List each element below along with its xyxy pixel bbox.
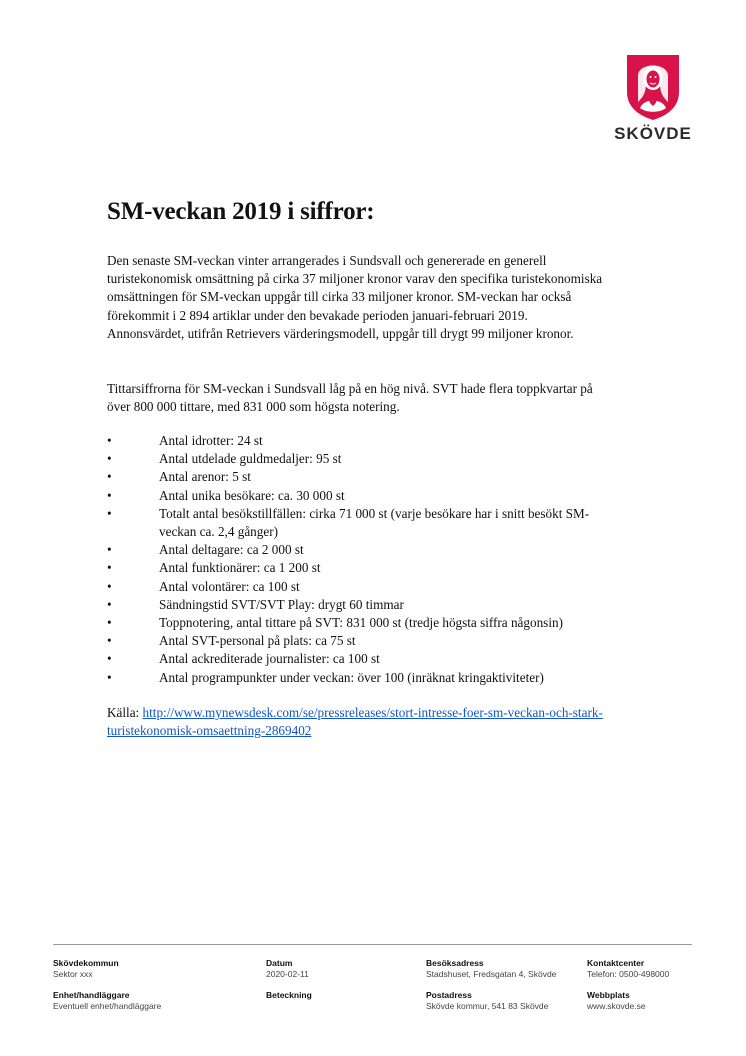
list-item-text: Antal programpunkter under veckan: över 100 (inräknat kringaktiviteter)	[159, 669, 544, 685]
list-item-text: Totalt antal besökstillfällen: cirka 71 000 st (varje besökare har i snitt besökt SM-veckan ca. 2,4 gånger)	[159, 505, 590, 540]
footer-value: Stadshuset, Fredsgatan 4, Skövde	[426, 968, 557, 979]
footer-heading: Besöksadress	[426, 958, 484, 968]
bullet-marker: •	[107, 669, 112, 685]
logo-text: SKÖVDE	[614, 124, 692, 143]
bullet-marker: •	[107, 487, 112, 503]
list-item	[107, 432, 607, 450]
page-title: SM-veckan 2019 i siffror:	[107, 198, 375, 225]
bullet-marker: •	[107, 578, 112, 594]
shield-icon	[624, 52, 682, 122]
list-item-text: Toppnotering, antal tittare på SVT: 831 000 st (tredje högsta siffra någonsin)	[159, 615, 563, 631]
source-label: Källa:	[107, 705, 143, 720]
footer-designation	[266, 990, 312, 1001]
footer-contact	[587, 958, 669, 979]
footer-unit	[53, 990, 161, 1011]
footer-value: 2020-02-11	[266, 968, 309, 979]
footer-date	[266, 958, 309, 979]
list-item-text: Antal utdelade guldmedaljer: 95 st	[159, 451, 342, 467]
bullet-marker: •	[107, 469, 112, 485]
list-item	[107, 468, 607, 486]
footer-value: Sektor xxx	[53, 968, 93, 979]
list-item-text: Antal unika besökare: ca. 30 000 st	[159, 487, 345, 503]
list-item	[107, 505, 607, 541]
footer-visiting-address	[426, 958, 556, 979]
footer-heading: Postadress	[426, 990, 472, 1000]
list-item-text: Antal ackrediterade journalister: ca 100 st	[159, 651, 380, 667]
footer-heading: Skövdekommun	[53, 958, 119, 968]
footer-value: Skövde kommur, 541 83 Skövde	[426, 1000, 549, 1011]
footer-heading: Datum	[266, 958, 293, 968]
footer-value: www.skovde.se	[587, 1000, 646, 1011]
list-item	[107, 450, 607, 468]
footer-heading: Enhet/handläggare	[53, 990, 130, 1000]
intro-paragraph: Den senaste SM-veckan vinter arrangerades i Sundsvall och genererade en generell turistekonomisk omsättning på cirka 37 miljoner kronor varav den specifika turistekonomiska omsättningen för SM-veckan uppgår till cirka 33 miljoner kronor. SM-veckan har också förekommit i 2 894 artiklar under den bevakade perioden januari-februari 2019. Annonsvärdet, utifrån Retrievers värderingsmodell, uppgår till drygt 99 miljoner kronor.	[107, 253, 603, 341]
list-item-text: Antal funktionärer: ca 1 200 st	[159, 560, 321, 576]
footer-value: Eventuell enhet/handläggare	[53, 1000, 162, 1011]
list-item	[107, 614, 607, 632]
bullet-marker: •	[107, 651, 112, 667]
list-item	[107, 578, 607, 596]
bullet-marker: •	[107, 560, 112, 576]
source-link[interactable]: http://www.mynewsdesk.com/se/pressreleases/stort-intresse-foer-sm-veckan-och-stark-turistekonomisk-omsaettning-2869402	[107, 705, 603, 739]
list-item	[107, 596, 607, 614]
footer-postal-address	[426, 990, 548, 1011]
list-item-text: Antal idrotter: 24 st	[159, 433, 263, 448]
bullet-marker: •	[107, 433, 112, 448]
bullet-marker: •	[107, 451, 112, 467]
bullet-marker: •	[107, 542, 112, 558]
list-item	[107, 632, 607, 650]
bullet-marker: •	[107, 615, 112, 631]
list-item-text: Sändningstid SVT/SVT Play: drygt 60 timmar	[159, 596, 404, 612]
statistics-list	[107, 432, 607, 687]
skovde-logo	[611, 52, 695, 144]
list-item	[107, 559, 607, 577]
footer-divider	[53, 944, 692, 945]
viewers-paragraph: Tittarsiffrorna för SM-veckan i Sundsvall låg på en hög nivå. SVT hade flera toppkvartar på över 800 000 tittare, med 831 000 som högsta notering.	[107, 381, 593, 415]
list-item	[107, 487, 607, 505]
footer-heading: Kontaktcenter	[587, 958, 645, 968]
bullet-marker: •	[107, 596, 112, 612]
list-item	[107, 541, 607, 559]
bullet-marker: •	[107, 505, 112, 521]
footer-organization	[53, 958, 119, 979]
bullet-marker: •	[107, 633, 112, 649]
list-item-text: Antal volontärer: ca 100 st	[159, 578, 300, 594]
list-item	[107, 650, 607, 668]
footer-value: Telefon: 0500-498000	[587, 968, 670, 979]
list-item-text: Antal SVT-personal på plats: ca 75 st	[159, 633, 356, 649]
list-item-text: Antal arenor: 5 st	[159, 469, 251, 485]
source-line	[107, 704, 607, 740]
list-item-text: Antal deltagare: ca 2 000 st	[159, 542, 304, 558]
footer-heading: Webbplats	[587, 990, 630, 1000]
footer-heading: Beteckning	[266, 990, 312, 1000]
list-item	[107, 669, 607, 687]
footer-website	[587, 990, 646, 1011]
